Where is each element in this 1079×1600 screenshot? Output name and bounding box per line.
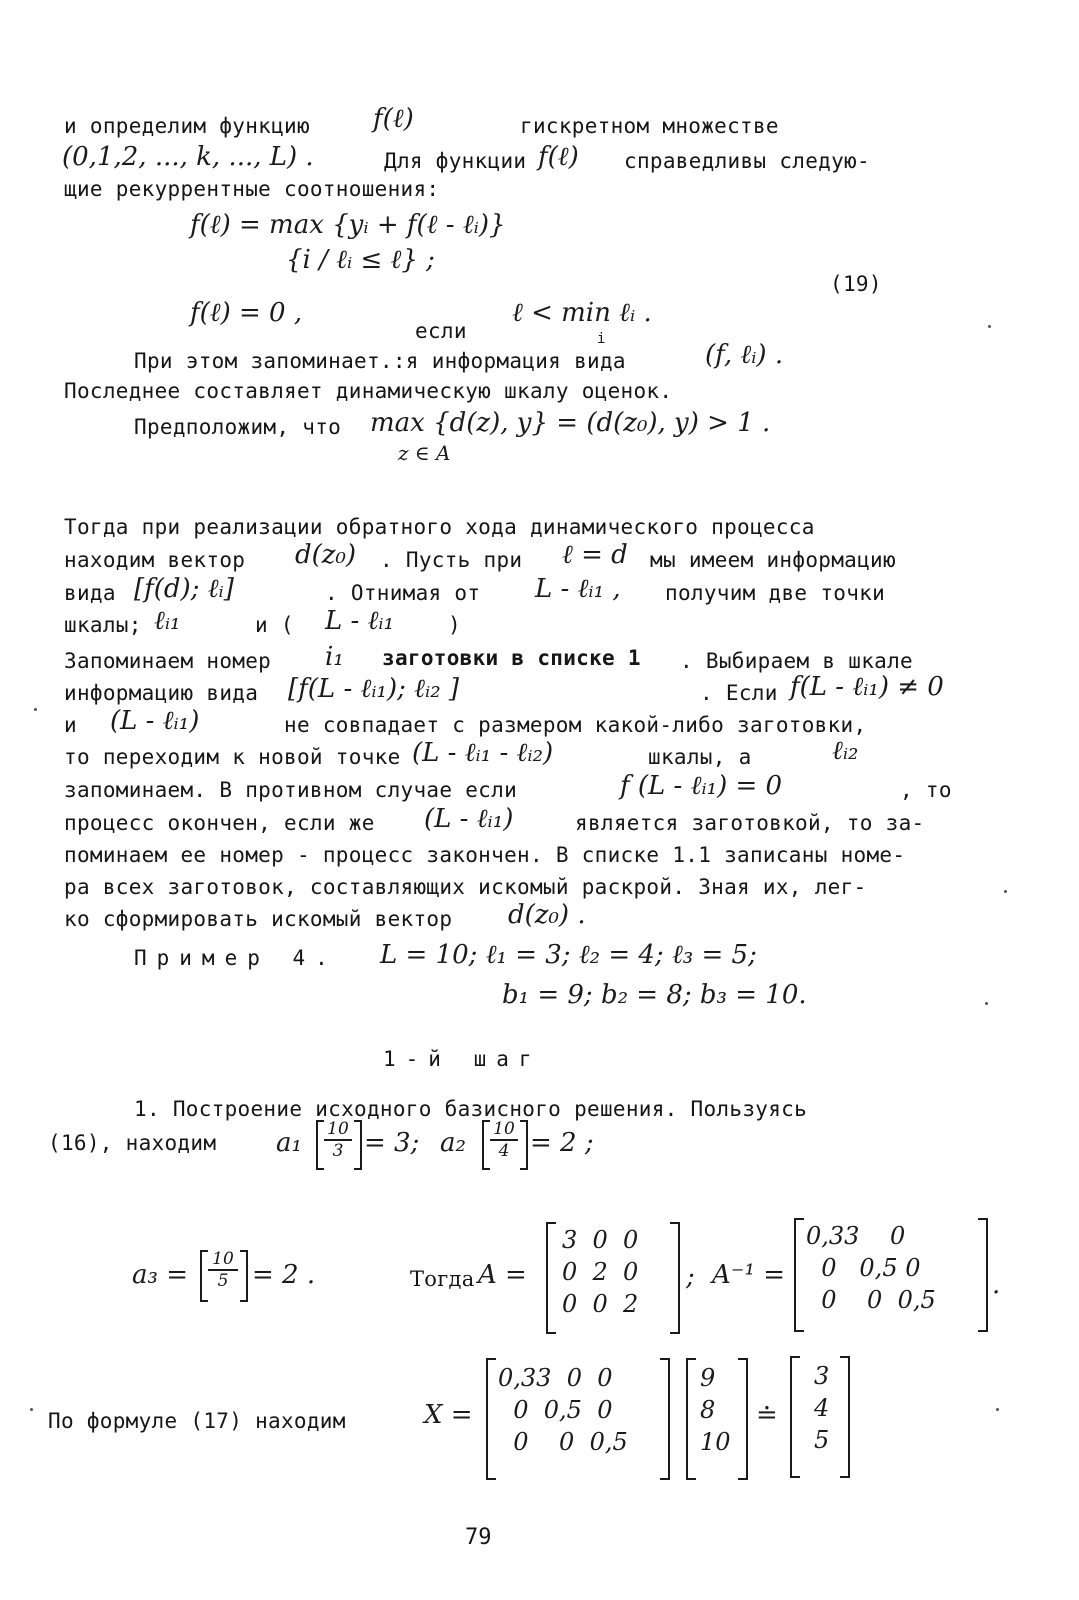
- matrix-row: 0 0 2: [562, 1290, 639, 1318]
- vector-x: [814, 1360, 829, 1456]
- text-line: Предположим, что: [134, 415, 342, 439]
- math-expression: f(L - ℓᵢ₁) ≠ 0: [790, 672, 944, 702]
- vector-entry: 8: [700, 1396, 716, 1424]
- text-line: Последнее составляет динамическую шкалу оценок.: [64, 379, 673, 403]
- math-expression: max {d(z), y} = (d(z₀), y) > 1 .: [370, 408, 771, 438]
- fraction-denominator: 5: [217, 1271, 229, 1291]
- matrix-row: 3 0 0: [562, 1226, 639, 1254]
- matrix-bracket-left: [546, 1222, 556, 1334]
- math-expression: a₃ =: [132, 1260, 188, 1290]
- bracket-right: [520, 1120, 528, 1170]
- math-expression: f(ℓ) = max {yᵢ + f(ℓ - ℓᵢ)}: [190, 210, 506, 240]
- math-expression: (L - ℓᵢ₁): [110, 706, 200, 736]
- text-line: информацию вида: [64, 681, 259, 705]
- math-expression: A =: [478, 1260, 527, 1290]
- matrix-bracket-left: [794, 1218, 804, 1332]
- matrix-A: [562, 1224, 638, 1320]
- matrix-bracket-left: [486, 1358, 496, 1480]
- text-line: (16), находим: [48, 1131, 217, 1155]
- scan-speck: [1004, 890, 1007, 893]
- matrix-A-inverse: [806, 1220, 936, 1316]
- text-line: и: [64, 713, 77, 737]
- vector-entry: 9: [700, 1364, 716, 1392]
- matrix-bracket-right: [670, 1222, 680, 1334]
- vector-entry: 5: [814, 1426, 830, 1454]
- math-expression: L = 10; ℓ₁ = 3; ℓ₂ = 4; ℓ₃ = 5;: [380, 940, 757, 970]
- math-expression: [f(L - ℓᵢ₁); ℓᵢ₂ ]: [288, 674, 460, 704]
- math-expression: L - ℓᵢ₁: [325, 606, 395, 636]
- math-expression: = 2 ;: [530, 1128, 594, 1158]
- text-line: Запоминаем номер: [64, 649, 272, 673]
- math-expression: L - ℓᵢ₁ ,: [535, 574, 621, 604]
- text-line: . Выбираем в шкале: [680, 649, 913, 673]
- text-line: то переходим к новой точке: [64, 745, 401, 769]
- bracket-right: [354, 1120, 362, 1170]
- scan-speck: [34, 708, 37, 711]
- math-subscript: z ∈ A: [398, 441, 451, 465]
- text-line: . Отнимая от: [325, 581, 481, 605]
- math-expression: d(z₀) .: [508, 900, 586, 930]
- text-line: шкалы;: [64, 613, 142, 637]
- text-line: запоминаем. В противном случае если: [64, 778, 518, 802]
- text-line: Тогда при реализации обратного хода динамического процесса: [64, 515, 815, 539]
- bracket-left: [316, 1120, 324, 1170]
- text-line: является заготовкой, то за-: [575, 811, 925, 835]
- math-expression: i₁: [325, 642, 344, 672]
- text-line: . Если: [700, 681, 778, 705]
- text-line: . Пусть при: [380, 548, 523, 572]
- math-expression: ℓᵢ₁: [154, 606, 181, 636]
- bracket-left: [482, 1120, 490, 1170]
- fraction: [208, 1250, 238, 1290]
- vector-b: [700, 1362, 731, 1458]
- fraction-denominator: 4: [498, 1141, 510, 1161]
- fraction: [324, 1120, 352, 1160]
- text-line: получим две точки: [665, 581, 886, 605]
- text-line: и определим функцию: [64, 114, 310, 138]
- text-line: , то: [900, 778, 952, 802]
- vector-bracket-left: [790, 1356, 800, 1478]
- matrix-row: 0 0 0,5: [498, 1428, 628, 1456]
- vector-bracket-left: [686, 1358, 696, 1480]
- text-line: не совпадает с размером какой-либо заготовки,: [284, 713, 867, 737]
- text-line: 1. Построение исходного базисного решения. Пользуясь: [134, 1097, 808, 1121]
- text-line: По формуле (17) находим: [48, 1409, 346, 1433]
- math-expression: [f(d); ℓᵢ]: [134, 574, 234, 604]
- text-line: вида: [64, 581, 116, 605]
- section-heading: 1-й шаг: [383, 1047, 542, 1071]
- text-line: ра всех заготовок, составляющих искомый раскрой. Зная их, лег-: [64, 875, 867, 899]
- scan-speck: [988, 325, 991, 328]
- separator: ;: [686, 1262, 695, 1292]
- math-expression: a₂: [440, 1128, 466, 1158]
- example-label: Пример 4.: [134, 946, 338, 970]
- matrix-bracket-right: [660, 1358, 670, 1480]
- bold-text: заготовки в списке 1: [382, 646, 641, 670]
- vector-entry: 3: [814, 1362, 830, 1390]
- page-number: 79: [465, 1525, 492, 1550]
- text-line: ): [448, 613, 461, 637]
- text-line: При этом запоминает.:я информация вида: [134, 349, 626, 373]
- math-expression: f(ℓ): [373, 104, 414, 134]
- math-expression: a₁: [276, 1128, 302, 1158]
- math-expression: f (L - ℓᵢ₁) = 0: [620, 771, 783, 801]
- text-line: процесс окончен, если же: [64, 811, 375, 835]
- fraction-numerator: 10: [327, 1119, 349, 1139]
- text-line: мы имеем информацию: [650, 548, 896, 572]
- matrix-row: 0 2 0: [562, 1258, 639, 1286]
- fraction-numerator: 10: [212, 1249, 234, 1269]
- matrix-row: 0 0,5 0: [806, 1254, 921, 1282]
- math-expression: {i / ℓᵢ ≤ ℓ} ;: [286, 245, 435, 275]
- fraction: [490, 1120, 518, 1160]
- math-expression: (L - ℓᵢ₁ - ℓᵢ₂): [412, 738, 554, 768]
- math-expression: = 2 .: [252, 1260, 316, 1290]
- vector-bracket-right: [840, 1356, 850, 1478]
- text-line: справедливы следую-: [624, 149, 870, 173]
- math-expression: ℓ = d: [562, 540, 628, 570]
- text-line: если: [415, 319, 467, 343]
- math-expression: f(ℓ) = 0 ,: [190, 298, 303, 328]
- fraction-denominator: 3: [332, 1141, 344, 1161]
- bracket-left: [200, 1250, 208, 1302]
- math-expression: = 3;: [364, 1128, 420, 1158]
- matrix-bracket-right: [978, 1218, 988, 1332]
- scan-speck: [985, 1002, 988, 1005]
- math-expression: b₁ = 9; b₂ = 8; b₃ = 10.: [502, 980, 807, 1010]
- matrix-M: [498, 1362, 628, 1458]
- scan-speck: [30, 1408, 33, 1411]
- vector-bracket-right: [738, 1358, 748, 1480]
- math-expression: (f, ℓᵢ) .: [705, 340, 784, 370]
- equation-number: (19): [830, 272, 882, 296]
- math-expression: ℓ < min ℓᵢ .: [512, 298, 652, 328]
- vector-entry: 4: [814, 1394, 830, 1422]
- vector-entry: 10: [700, 1428, 731, 1456]
- math-expression: X =: [424, 1400, 473, 1430]
- matrix-row: 0,33 0 0: [498, 1364, 613, 1392]
- text-line: гискретном множестве: [520, 114, 779, 138]
- math-expression: d(z₀): [295, 540, 357, 570]
- text-line: находим вектор: [64, 548, 246, 572]
- separator: .: [992, 1270, 1001, 1300]
- text-line: ко сформировать искомый вектор: [64, 907, 453, 931]
- text-line: шкалы, а: [648, 745, 752, 769]
- math-expression: ≐: [756, 1400, 778, 1430]
- text-line: Для функции: [384, 149, 527, 173]
- bracket-right: [240, 1250, 248, 1302]
- matrix-row: 0,33 0: [806, 1222, 906, 1250]
- text-line: щие рекуррентные соотношения:: [64, 177, 440, 201]
- text-line: поминаем ее номер - процесс закончен. В списке 1.1 записаны номе-: [64, 843, 906, 867]
- text-line: Тогда: [410, 1267, 475, 1291]
- math-expression: ℓᵢ₂: [832, 736, 859, 766]
- fraction-numerator: 10: [493, 1119, 515, 1139]
- math-expression: A⁻¹ =: [712, 1260, 785, 1290]
- math-expression: (L - ℓᵢ₁): [424, 804, 514, 834]
- matrix-row: 0 0,5 0: [498, 1396, 613, 1424]
- scan-speck: [996, 1408, 999, 1411]
- math-subscript: i: [597, 331, 606, 347]
- matrix-row: 0 0 0,5: [806, 1286, 936, 1314]
- math-expression: f(ℓ): [538, 142, 579, 172]
- math-expression: (0,1,2, ..., k, ..., L) .: [62, 142, 314, 172]
- text-line: и (: [255, 613, 294, 637]
